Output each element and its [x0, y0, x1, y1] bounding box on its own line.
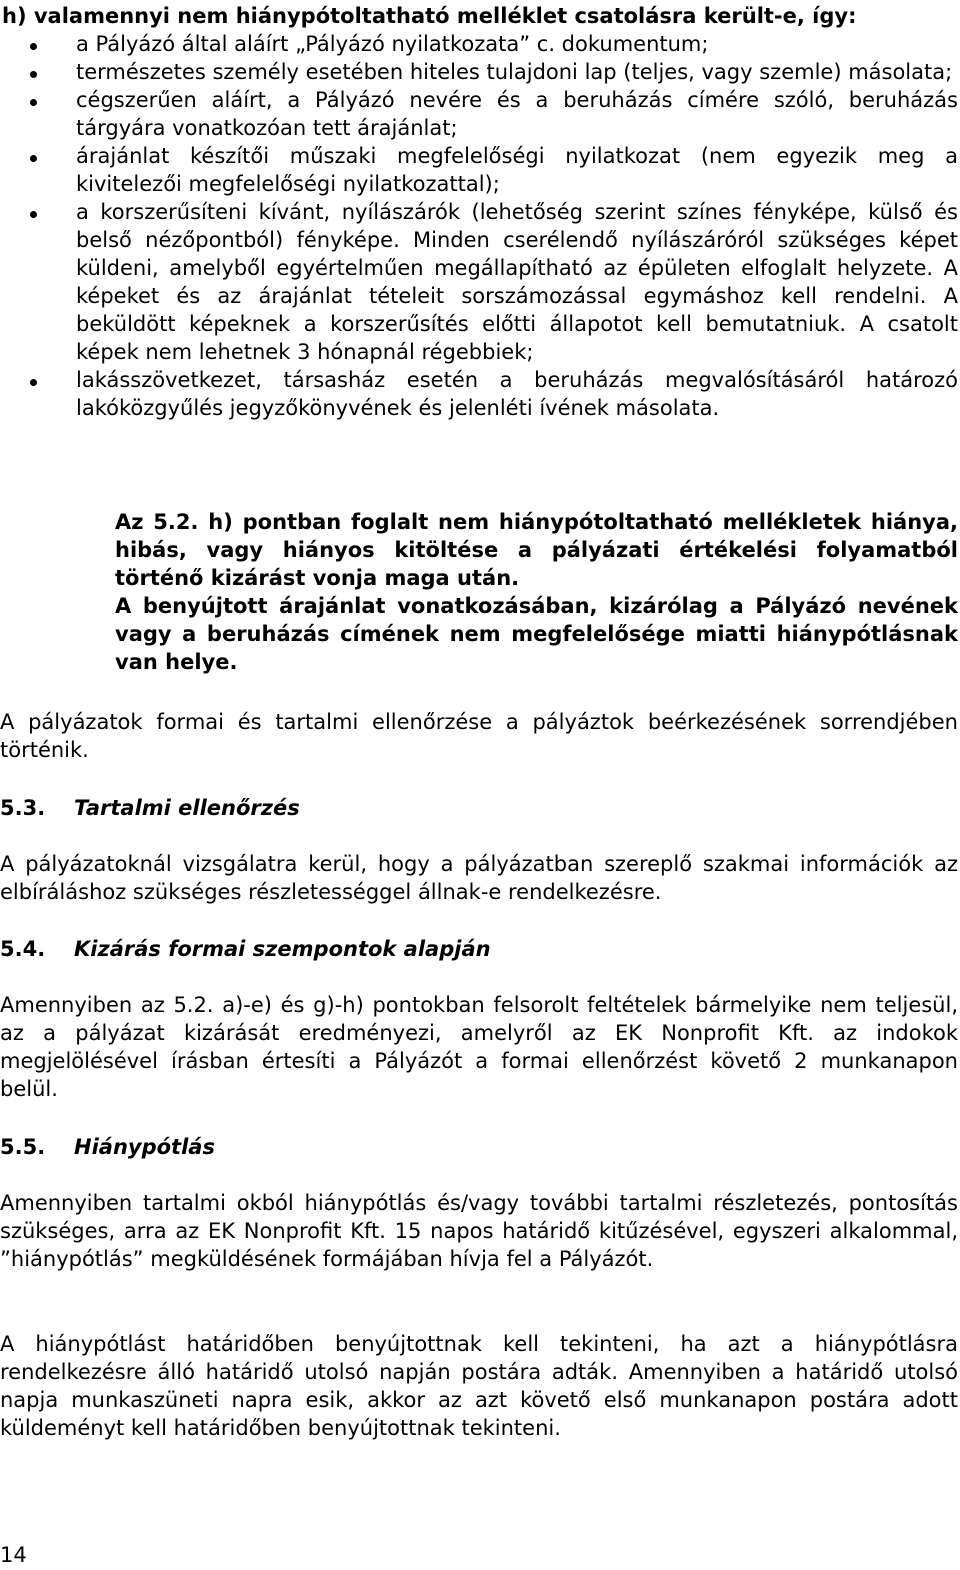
list-item	[0, 30, 960, 58]
bullet-icon	[30, 211, 37, 218]
deficiency-paragraph-2: A hiánypótlást határidőben benyújtottnak kell tekinteni, ha azt a hiánypótlásra rendelkezésre álló határidő utolsó napján postára adták. Amennyiben a határidő utolsó napja munkaszüneti napra esik, akkor az azt követő első munkanapon postára adott küldeményt kell határidőben benyújtottnak tekinteni.	[0, 1332, 958, 1440]
section-heading-5-3	[0, 794, 300, 822]
bullet-icon	[30, 99, 37, 106]
list-item	[0, 366, 960, 422]
list-item	[0, 58, 960, 86]
section-number: 5.5.	[0, 1135, 46, 1159]
list-item	[0, 198, 960, 366]
deficiency-paragraph-1: Amennyiben tartalmi okból hiánypótlás és/vagy további tartalmi részletezés, pontosítás szükséges, arra az EK Nonprofit Kft. 15 napos határidő kitűzésével, egyszeri alkalommal, ”hiánypótlás” megküldésének formájában hívja fel a Pályázót.	[0, 1191, 958, 1271]
content-check-paragraph: A pályázatoknál vizsgálatra kerül, hogy a pályázatban szereplő szakmai információk az elbíráláshoz szükséges részletességgel állnak-e rendelkezésre.	[0, 852, 958, 904]
list-item-text: árajánlat készítői műszaki megfelelőségi nyilatkozat (nem egyezik meg a kivitelezői megfelelőségi nyilatkozattal);	[76, 144, 958, 196]
bullet-icon	[30, 379, 37, 386]
list-item-text: a korszerűsíteni kívánt, nyílászárók (lehetőség szerint színes fényképe, külső és belső nézőpontból) fényképe. Minden cserélendő nyílászáróról szükséges képet küldeni, amelyből egyértelműen megállapítható az épületen elfoglalt helyzete. A képeket és az árajánlat tételeit sorszámozással egymáshoz kell rendelni. A beküldött képeknek a korszerűsítés előtti állapotot kell bemutatniuk. A csatolt képek nem lehetnek 3 hónapnál régebbiek;	[76, 200, 958, 364]
notice-paragraph-2: A benyújtott árajánlat vonatkozásában, kizárólag a Pályázó nevének vagy a beruházás címének nem megfelelősége miatti hiánypótlásnak van helye.	[115, 594, 958, 674]
bullet-icon	[30, 71, 37, 78]
notice-paragraph-1: Az 5.2. h) pontban foglalt nem hiánypótoltatható mellékletek hiánya, hibás, vagy hiányos kitöltése a pályázati értékelési folyamatból történő kizárást vonja maga után.	[115, 510, 958, 590]
check-order-paragraph: A pályázatok formai és tartalmi ellenőrzése a pályáztok beérkezésének sorrendjében történik.	[0, 710, 958, 762]
section-title: Hiánypótlás	[74, 1135, 215, 1159]
section-title: Tartalmi ellenőrzés	[74, 796, 300, 820]
section-heading-5-4	[0, 935, 491, 963]
exclusion-notice	[115, 508, 958, 676]
attachment-list	[0, 30, 960, 422]
attachment-heading: h) valamennyi nem hiánypótoltatható melléklet csatolásra került-e, így:	[2, 4, 857, 28]
page-number: 14	[0, 1543, 27, 1567]
list-item-text: lakásszövetkezet, társasház esetén a beruházás megvalósításáról határozó lakóközgyűlés jegyzőkönyvének és jelenléti ívének másolata.	[76, 368, 958, 420]
section-number: 5.4.	[0, 937, 46, 961]
section-title: Kizárás formai szempontok alapján	[74, 937, 491, 961]
list-item-text: természetes személy esetében hiteles tulajdoni lap (teljes, vagy szemle) másolata;	[76, 60, 953, 84]
list-item	[0, 142, 960, 198]
list-item-text: a Pályázó által aláírt „Pályázó nyilatkozata” c. dokumentum;	[76, 32, 709, 56]
exclusion-paragraph: Amennyiben az 5.2. a)-e) és g)-h) pontokban felsorolt feltételek bármelyike nem teljesül, az a pályázat kizárását eredményezi, amelyről az EK Nonprofit Kft. az indokok megjelölésével írásban értesíti a Pályázót a formai ellenőrzést követő 2 munkanapon belül.	[0, 993, 958, 1101]
section-number: 5.3.	[0, 796, 46, 820]
list-item-text: cégszerűen aláírt, a Pályázó nevére és a beruházás címére szóló, beruházás tárgyára vonatkozóan tett árajánlat;	[76, 88, 958, 140]
list-item	[0, 86, 960, 142]
bullet-icon	[30, 43, 37, 50]
bullet-icon	[30, 155, 37, 162]
section-heading-5-5	[0, 1133, 215, 1161]
